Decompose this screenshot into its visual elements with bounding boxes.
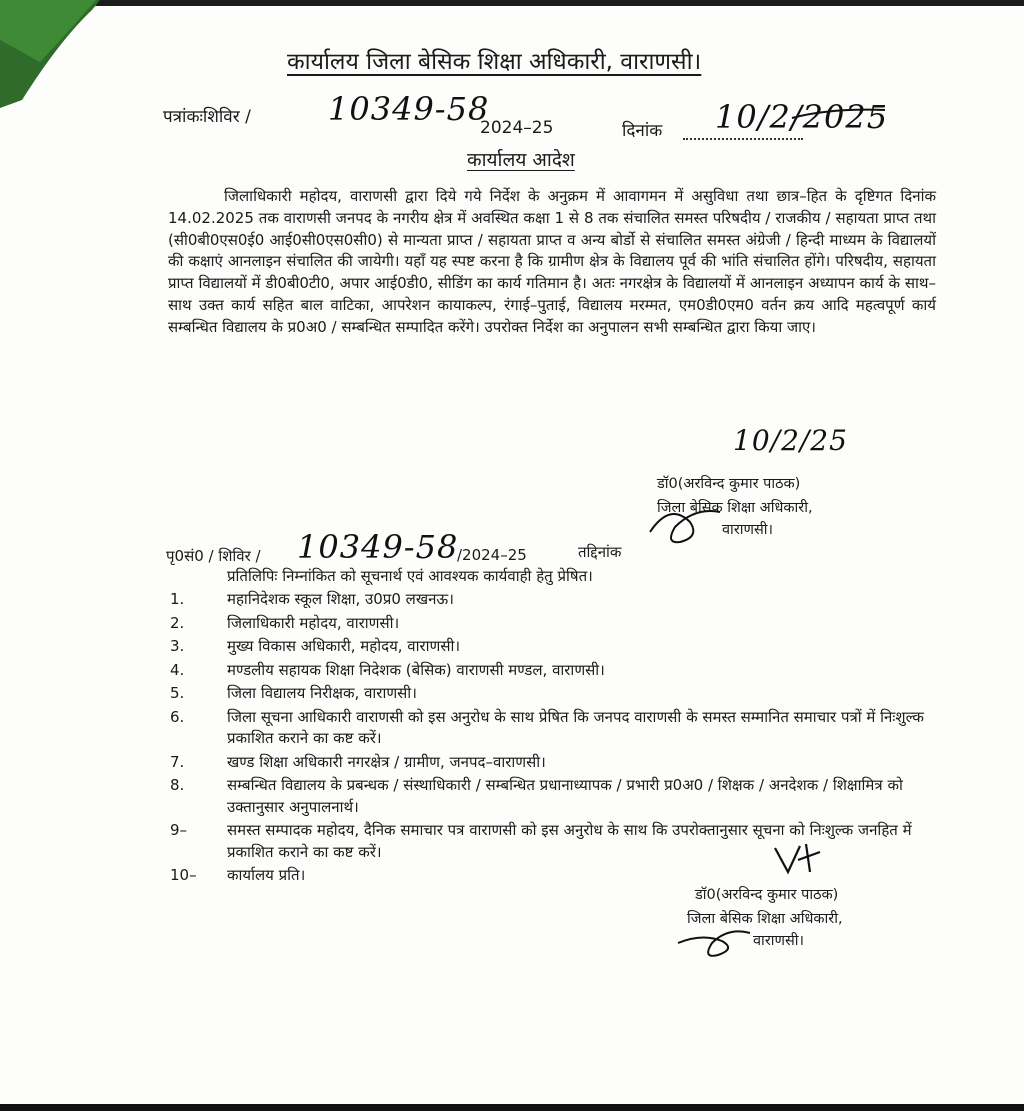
list-item [170, 683, 930, 705]
second-signatory-place: वाराणसी। [753, 933, 805, 949]
list-item-text: जिला विद्यालय निरीक्षक, वाराणसी। [227, 684, 417, 702]
list-item-number: 9– [170, 821, 188, 839]
letter-ref-year: 2024–25 [480, 118, 554, 138]
date-handwritten: 10/2/2025 [715, 98, 889, 136]
list-item [170, 636, 930, 658]
second-signatory-name: डॉ0(अरविन्द कुमार पाठक) [695, 887, 839, 903]
list-item-number: 10– [170, 866, 197, 884]
list-item-number: 4. [170, 660, 185, 679]
date-label: दिनांक [622, 121, 663, 141]
office-order-heading: कार्यालय आदेश [467, 149, 575, 171]
list-item-text: जिला सूचना आधिकारी वाराणसी को इस अनुरोध के साथ प्रेषित कि जनपद वाराणसी के समस्त सम्मानित समाचार पत्रों में निःशुल्क प्रकाशित कराने का कष्ट करें। [227, 707, 924, 747]
office-title: कार्यालय जिला बेसिक शिक्षा अधिकारी, वाराणसी। [287, 49, 702, 75]
copy-ref-number-handwritten: 10349-58 [297, 528, 459, 566]
copy-intro: प्रतिलिपिः निम्नांकित को सूचनार्थ एवं आवश्यक कार्यवाही हेतु प्रेषित। [227, 567, 593, 585]
signature-initials-handwritten: 10/2/25 [733, 424, 848, 457]
list-item-text: समस्त सम्पादक महोदय, दैनिक समाचार पत्र वाराणसी को इस अनुरोध के साथ कि उपरोक्तानुसार सूचना को निःशुल्क जनहित में प्रकाशित कराने का कष्ट करें। [227, 821, 912, 861]
signature-scribble [640, 492, 740, 552]
list-item-text: कार्यालय प्रति। [227, 866, 306, 884]
list-item-number: 1. [170, 590, 185, 608]
photo-top-edge [0, 0, 1024, 6]
date-underline-stroke [790, 104, 890, 126]
list-item [170, 660, 930, 682]
second-signature-scribble [672, 915, 772, 965]
signatory-designation: जिला बेसिक शिक्षा अधिकारी, [657, 500, 813, 516]
list-item-text: सम्बन्धित विद्यालय के प्रबन्धक / संस्थाधिकारी / सम्बन्धित प्रधानाध्यापक / प्रभारी प्र0अ0 / शिक्षक / अनदेशक / शिक्षामित्र को उक्तानुसार अनुपालनार्थ। [227, 776, 903, 816]
list-item-text: मण्डलीय सहायक शिक्षा निदेशक (बेसिक) वाराणसी मण्डल, वाराणसी। [227, 660, 605, 679]
order-body-paragraph: जिलाधिकारी महोदय, वाराणसी द्वारा दिये गये निर्देश के अनुक्रम में आवागमन में असुविधा तथा छात्र–हित के दृष्टिगत दिनांक 14.02.2025 तक वाराणसी जनपद के नगरीय क्षेत्र में अवस्थित कक्षा 1 से 8 तक संचालित समस्त परिषदीय / राजकीय / सहायता प्राप्त तथा (सी0बी0एस0ई0 आई0सी0एस0सी0) से मान्यता प्राप्त / सहायता प्राप्त व अन्य बोर्डो से संचालित समस्त अंग्रेजी / हिन्दी माध्यम के विद्यालयों की कक्षाएं आनलाइन संचालित की जायेगी। यहाँ यह स्पष्ट करना है कि ग्रामीण क्षेत्र के विद्यालय पूर्व की भांति संचालित होंगे। परिषदीय, सहायता प्राप्त विद्यालयों में डी0बी0टी0, अपार आई0डी0, सीडिंग का कार्य गतिमान है। अतः नगरक्षेत्र के विद्यालयों में आनलाइन अध्यापन कार्य के साथ–साथ उक्त कार्य सहित बाल वाटिका, आपरेशन कायाकल्प, रंगाई–पुताई, विद्यालय मरम्मत, एम0डी0एम0 वर्तन क्रय आदि महत्वपूर्ण कार्य सम्बन्धित विद्यालय के प्र0अ0 / सम्बन्धित सम्पादित करेंगे। उपरोक्त निर्देश का अनुपालन सभी सम्बन्धित द्वारा किया जाए। [168, 187, 936, 336]
list-item [170, 752, 930, 774]
list-item-number: 8. [170, 776, 185, 794]
list-item-text: महानिदेशक स्कूल शिक्षा, उ0प्र0 लखनऊ। [227, 590, 454, 608]
copy-ref-prefix: पृ0सं0 / शिविर / [166, 547, 261, 565]
list-item [170, 775, 930, 818]
second-signature-initials [770, 838, 830, 878]
list-item-number: 5. [170, 684, 185, 702]
signatory-name: डॉ0(अरविन्द कुमार पाठक) [657, 476, 801, 492]
letter-ref-number-handwritten: 10349-58 [328, 90, 490, 128]
list-item [170, 589, 930, 611]
leaf-corner-decoration [0, 0, 100, 110]
copy-ref-year: /2024–25 [457, 546, 527, 564]
list-item-number: 7. [170, 752, 185, 771]
list-item-number: 6. [170, 707, 185, 726]
signatory-place: वाराणसी। [722, 522, 774, 538]
letter-ref-prefix: पत्रांकःशिविर / [163, 107, 251, 127]
list-item [170, 707, 930, 750]
date-dotted-line [683, 138, 803, 140]
list-item-number: 2. [170, 613, 185, 632]
list-item-text: जिलाधिकारी महोदय, वाराणसी। [227, 613, 400, 632]
list-item-text: खण्ड शिक्षा अधिकारी नगरक्षेत्र / ग्रामीण, जनपद–वाराणसी। [227, 752, 546, 771]
list-item-number: 3. [170, 637, 185, 655]
list-item [170, 613, 930, 635]
copy-date-label: तद्दिनांक [578, 543, 622, 561]
second-signatory-designation: जिला बेसिक शिक्षा अधिकारी, [687, 911, 843, 927]
list-item-text: मुख्य विकास अधिकारी, महोदय, वाराणसी। [227, 637, 461, 655]
photo-bottom-edge [0, 1104, 1024, 1111]
